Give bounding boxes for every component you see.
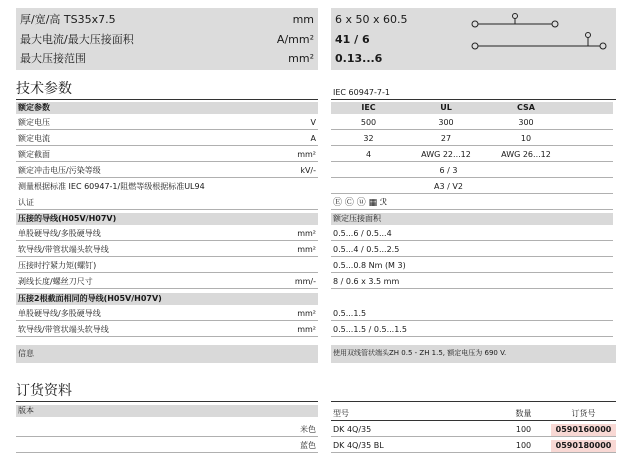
order-qty: 100 bbox=[515, 441, 532, 450]
wire2-section-header: 压接2根截面相同的导线(H05V/H07V) bbox=[16, 293, 318, 305]
order-type: DK 4Q/35 BL bbox=[333, 441, 384, 450]
rated-col-headers bbox=[331, 102, 613, 114]
wire-section-header: 压接的导线(H05V/H07V) bbox=[16, 213, 318, 225]
rated-row: 额定冲击电压/污染等级 kV/- bbox=[16, 165, 318, 178]
col-header-qty: 数量 bbox=[515, 409, 532, 418]
info-bar-left bbox=[16, 345, 318, 363]
spec-row-current bbox=[20, 32, 314, 48]
wire2-value: 0.5...1.5 / 0.5...1.5 bbox=[331, 324, 613, 337]
rated-values-row: 500 300 300 bbox=[331, 117, 613, 130]
wire-row: 软导线/带管状端头软导线 mm² bbox=[16, 244, 318, 257]
terminal-circuit-diagram bbox=[460, 12, 616, 58]
approval-marks-icon: Ⓔ Ⓒ ⓤ ▦ ℛ bbox=[333, 198, 388, 208]
wire-section-header-right: 额定压接面积 bbox=[331, 213, 613, 225]
order-title-rule bbox=[16, 401, 318, 402]
col-header-code: 订货号 bbox=[571, 409, 596, 418]
rated-row: 额定电流 A bbox=[16, 133, 318, 146]
order-section-title: 订货资料 bbox=[16, 383, 72, 399]
wire2-value: 0.5...1.5 bbox=[331, 308, 613, 321]
order-row bbox=[331, 424, 616, 437]
wire-row: 剥线长度/螺丝刀尺寸 mm/- bbox=[16, 276, 318, 289]
spec-unit: mm bbox=[292, 13, 314, 26]
spec-unit: A/mm² bbox=[276, 33, 314, 46]
spec-value-current: 41 / 6 bbox=[335, 33, 370, 46]
rated-row: 额定截面 mm² bbox=[16, 149, 318, 162]
wire-row: 压接时拧紧力矩(螺钉) bbox=[16, 260, 318, 273]
version-header: 版本 bbox=[16, 405, 318, 417]
col-header-iec: IEC bbox=[361, 103, 376, 112]
certification-row: 认证 bbox=[16, 197, 318, 210]
rated-row: 测量根据标准 IEC 60947-1/阻燃等级根据标准UL94 bbox=[18, 182, 205, 191]
col-header-csa: CSA bbox=[517, 103, 535, 112]
rated-values-row: A3 / V2 bbox=[331, 181, 613, 194]
order-code[interactable]: 0590160000 bbox=[551, 424, 616, 436]
info-label: 信息 bbox=[18, 349, 34, 358]
spec-value-range: 0.13...6 bbox=[335, 52, 383, 65]
info-bar-right bbox=[331, 345, 616, 363]
spec-unit: mm² bbox=[288, 52, 314, 65]
spec-row-dimensions bbox=[20, 12, 314, 28]
wire-value: 0.5...0.8 Nm (M 3) bbox=[331, 260, 613, 273]
tech-title-rule bbox=[16, 99, 318, 100]
tech-standard: IEC 60947-7-1 bbox=[333, 88, 390, 97]
rated-values-row: 32 27 10 bbox=[331, 133, 613, 146]
wire-value: 0.5...4 / 0.5...2.5 bbox=[331, 244, 613, 257]
order-type: DK 4Q/35 bbox=[333, 425, 372, 434]
certification-icons bbox=[331, 197, 613, 210]
rated-params-header: 额定参数 bbox=[16, 102, 318, 114]
spec-row-range bbox=[20, 51, 314, 67]
wire-row: 单股硬导线/多股硬导线 mm² bbox=[16, 228, 318, 241]
wire2-row: 单股硬导线/多股硬导线 mm² bbox=[16, 308, 318, 321]
tech-section-title: 技术参数 bbox=[16, 81, 72, 97]
order-title-rule-right bbox=[331, 401, 616, 402]
spec-label: 厚/宽/高 TS35x7.5 bbox=[20, 13, 116, 26]
spec-label: 最大电流/最大压接面积 bbox=[20, 33, 134, 46]
rated-values-row: 4 AWG 22...12 AWG 26...12 bbox=[331, 149, 613, 162]
col-header-ul: UL bbox=[440, 103, 452, 112]
version-color-row: 蓝色 bbox=[16, 440, 318, 453]
order-code[interactable]: 0590180000 bbox=[551, 440, 616, 452]
wire-value: 8 / 0.6 x 3.5 mm bbox=[331, 276, 613, 289]
rated-values-row: 6 / 3 bbox=[331, 165, 613, 178]
order-table-header bbox=[331, 408, 616, 421]
wire2-row: 软导线/带管状端头软导线 mm² bbox=[16, 324, 318, 337]
spec-label: 最大压接范围 bbox=[20, 52, 86, 65]
rated-row: 额定电压 V bbox=[16, 117, 318, 130]
order-qty: 100 bbox=[515, 425, 532, 434]
col-header-type: 型号 bbox=[333, 409, 349, 418]
spec-value-dimensions: 6 x 50 x 60.5 bbox=[335, 13, 408, 26]
tech-standard-rule bbox=[331, 99, 616, 100]
version-color-row: 米色 bbox=[16, 424, 318, 437]
wire-value: 0.5...6 / 0.5...4 bbox=[331, 228, 613, 241]
order-row bbox=[331, 440, 616, 453]
info-text: 使用双线管状端头ZH 0.5 - ZH 1.5, 额定电压为 690 V. bbox=[333, 349, 507, 357]
